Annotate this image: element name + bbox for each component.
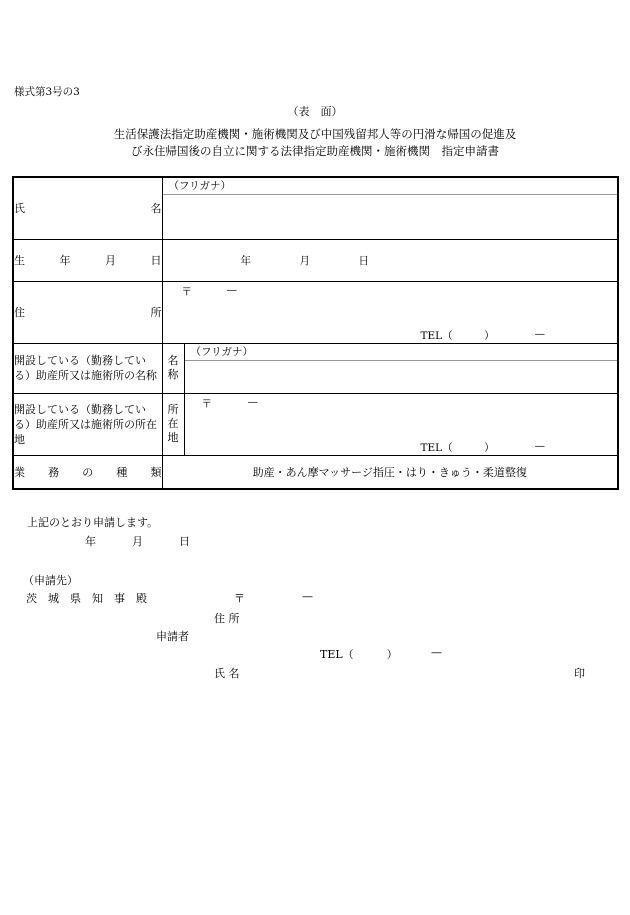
- address-tel: TEL（ ）: [420, 329, 495, 342]
- facility-location-label: 開設している（勤務している）助産所又は施術所の所在地: [13, 393, 162, 455]
- applicant-postal-mark: 〒: [234, 592, 245, 605]
- date-day: 日: [179, 535, 190, 548]
- facility-postal-dash: —: [247, 395, 258, 408]
- facility-furigana: （フリガナ）: [185, 344, 618, 361]
- declaration: 上記のとおり申請します。: [27, 516, 159, 529]
- seal-mark: 印: [574, 667, 585, 680]
- postal-dash: —: [226, 283, 237, 296]
- applicant-tel-dash: —: [431, 646, 442, 659]
- facility-name-side-cell: [162, 343, 184, 393]
- destination-label: （申請先）: [23, 574, 78, 587]
- form-number: 様式第3号の3: [14, 86, 80, 98]
- facility-location-side-label: 所在地: [167, 403, 179, 444]
- form-title-line-1: 生活保護法指定助産機関・施術機関及び中国残留邦人等の円滑な帰国の促進及: [113, 127, 517, 141]
- facility-name-label: 開設している（勤務している）助産所又は施術所の名称: [13, 343, 162, 393]
- dob-year: 年: [240, 254, 251, 267]
- dob-day: 日: [358, 254, 369, 267]
- applicant-address-label: 住 所: [214, 612, 240, 625]
- business-type-value[interactable]: 助産・あん摩マッサージ指圧・はり・きゅう・柔道整復: [162, 455, 618, 489]
- applicant-label: 申請者: [156, 630, 189, 643]
- facility-location-cell[interactable]: [184, 393, 618, 455]
- name-label: 氏 名: [13, 177, 162, 239]
- application-table: [12, 176, 619, 490]
- dob-cell[interactable]: [162, 239, 618, 281]
- row-address: [13, 281, 618, 343]
- address-tel-dash: —: [534, 327, 545, 340]
- business-type-label: 業 務 の 種 類: [13, 455, 162, 489]
- facility-name-side-label: 名称: [167, 354, 179, 381]
- postal-mark: 〒: [181, 285, 192, 298]
- dob-label: 生 年 月 日: [13, 239, 162, 281]
- facility-location-side-cell: [162, 393, 184, 455]
- name-furigana: （フリガナ）: [163, 178, 618, 195]
- name-cell[interactable]: [162, 177, 618, 239]
- applicant-name-label: 氏 名: [214, 667, 240, 680]
- governor-addressee: 茨 城 県 知 事 殿: [26, 592, 147, 605]
- row-facility-name: [13, 343, 618, 393]
- facility-name-cell[interactable]: [184, 343, 618, 393]
- form-title-line-2: び永住帰国後の自立に関する法律指定助産機関・施術機関 指定申請書: [131, 144, 499, 158]
- address-label: 住 所: [13, 281, 162, 343]
- address-cell[interactable]: [162, 281, 618, 343]
- date-year: 年: [85, 535, 96, 548]
- dob-month: 月: [299, 254, 310, 267]
- date-month: 月: [132, 535, 143, 548]
- row-dob: [13, 239, 618, 281]
- applicant-postal-dash: —: [302, 590, 313, 603]
- row-name: [13, 177, 618, 239]
- facility-tel: TEL（ ）: [420, 441, 495, 454]
- side-label: （表 面）: [287, 105, 343, 118]
- facility-tel-dash: —: [534, 439, 545, 452]
- row-business-type: [13, 455, 618, 489]
- applicant-tel: TEL（ ）: [320, 648, 398, 661]
- facility-postal-mark: 〒: [201, 397, 212, 410]
- row-facility-location: [13, 393, 618, 455]
